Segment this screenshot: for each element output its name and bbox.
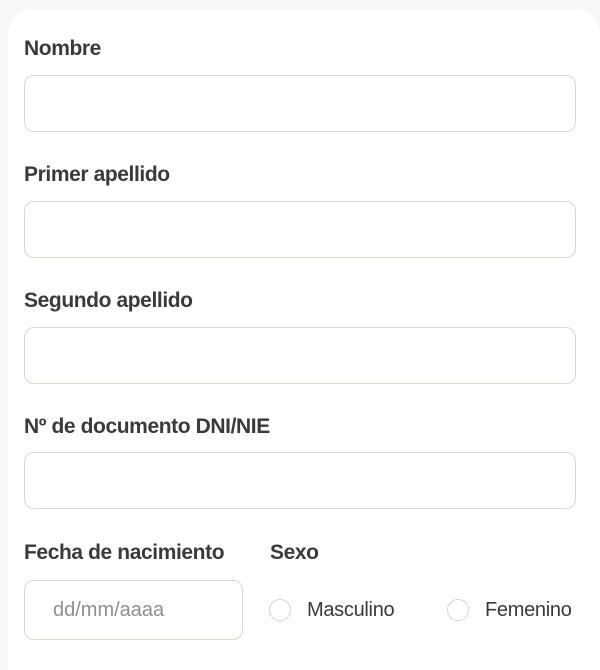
radio-femenino-circle-icon[interactable] [447,599,469,621]
fecha-nacimiento-input[interactable] [24,580,243,640]
radio-masculino[interactable] [269,599,394,621]
radio-femenino-label: Femenino [485,599,572,621]
nombre-label: Nombre [24,37,101,60]
segundo-apellido-input[interactable] [24,327,576,384]
radio-masculino-label: Masculino [307,599,395,621]
radio-femenino[interactable] [447,599,572,621]
primer-apellido-input[interactable] [24,201,576,258]
radio-masculino-circle-icon[interactable] [269,599,291,621]
documento-dni-nie-input[interactable] [24,452,576,509]
documento-dni-nie-label: Nº de documento DNI/NIE [24,415,270,438]
sexo-label: Sexo [270,541,319,564]
fecha-nacimiento-label: Fecha de nacimiento [24,541,225,564]
segundo-apellido-label: Segundo apellido [24,289,193,312]
primer-apellido-label: Primer apellido [24,163,170,186]
nombre-input[interactable] [24,75,576,132]
